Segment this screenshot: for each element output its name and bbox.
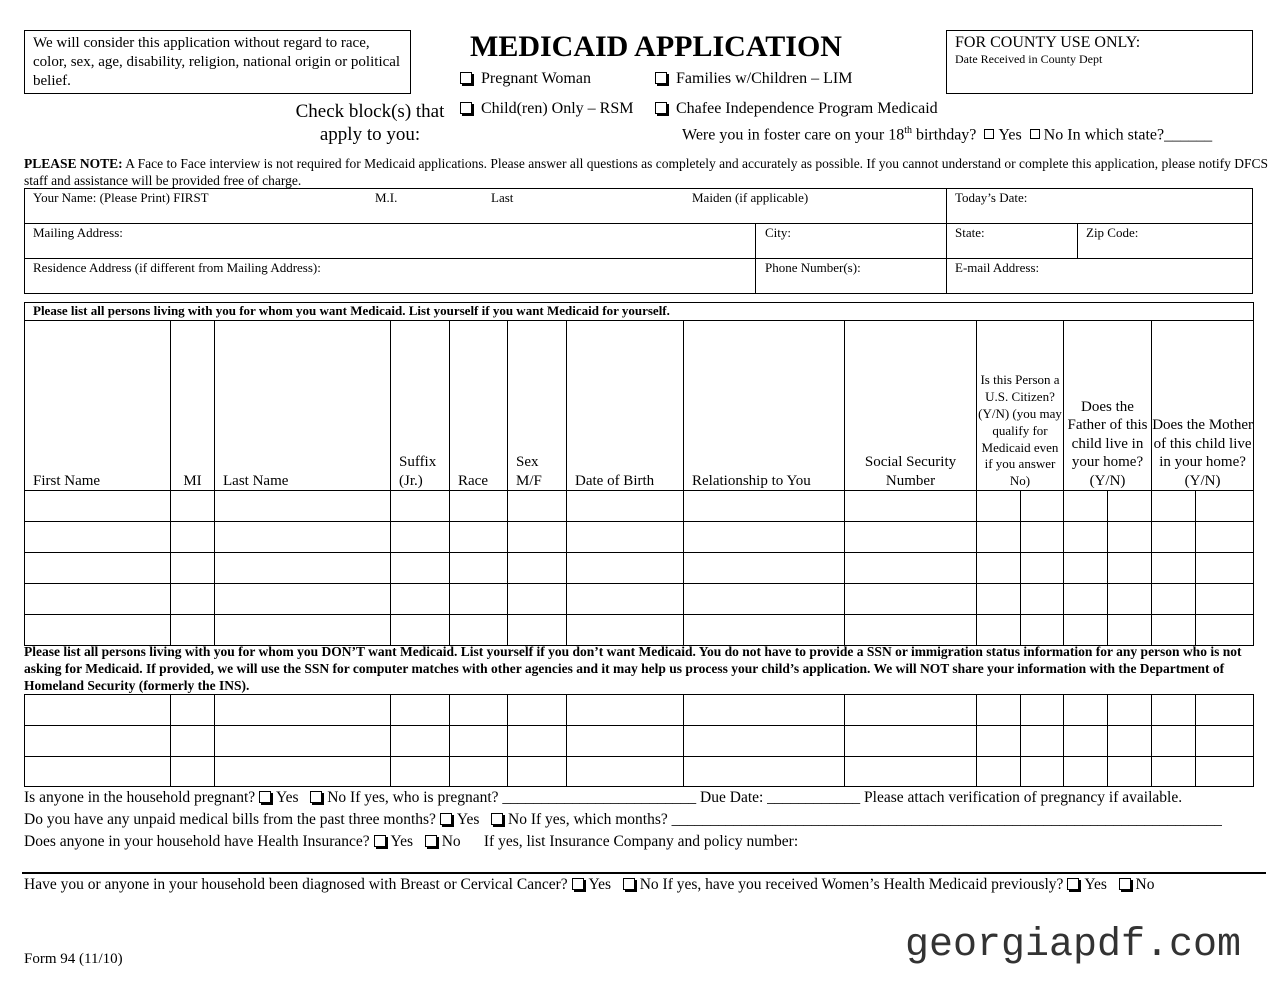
bills-no-label: No: [508, 811, 527, 828]
col-citizen: Is this Person a U.S. Citizen? (Y/N) (you may qualify for Medicaid even if you answer No): [977, 321, 1064, 491]
non-medicaid-row[interactable]: [25, 726, 1254, 757]
pregnant-woman-option[interactable]: [460, 70, 591, 88]
bills-no-checkbox[interactable]: [491, 813, 503, 825]
name-label: Your Name: (Please Print) FIRST: [33, 190, 209, 205]
section-divider: [22, 872, 1266, 874]
zip-label[interactable]: Zip Code:: [1086, 225, 1139, 240]
last-label: Last: [491, 190, 514, 205]
medicaid-row[interactable]: [25, 615, 1254, 646]
non-medicaid-heading: Please list all persons living with you for whom you DON’T want Medicaid. List yourself if you don’t want Medicaid. You do not have to provide a SSN or immigration status information for any person who is not asking for Medicaid. If provided, we will use the SSN for computer matches with other agencies and it may help us process your child’s application. We will NOT share your information with the Department of Homeland Security (formerly the INS).: [24, 644, 1242, 693]
medicaid-row[interactable]: [25, 584, 1254, 615]
col-last-name: Last Name: [215, 321, 391, 491]
pregnancy-yes-checkbox[interactable]: [259, 791, 271, 803]
please-note: [24, 155, 1269, 189]
pregnancy-question: [24, 789, 1182, 807]
col-sex: Sex M/F: [508, 321, 567, 491]
col-relationship: Relationship to You: [684, 321, 845, 491]
insurance-list-label[interactable]: If yes, list Insurance Company and policy number:: [483, 833, 799, 850]
families-lim-label: Families w/Children – LIM: [676, 70, 853, 87]
maiden-label: Maiden (if applicable): [692, 190, 809, 205]
residence-row: [25, 259, 1252, 293]
check-blocks-prompt: [290, 100, 450, 146]
whm-no-label: No: [1135, 876, 1155, 893]
applicant-info-box: [24, 188, 1253, 294]
check-blocks-line1: Check block(s) that: [295, 101, 445, 122]
insurance-question: [24, 833, 798, 851]
state-label: State:: [955, 225, 985, 240]
insurance-yes-checkbox[interactable]: [374, 835, 386, 847]
mailing-field[interactable]: [25, 224, 756, 258]
chafee-label: Chafee Independence Program Medicaid: [676, 100, 938, 117]
bills-yes-checkbox[interactable]: [440, 813, 452, 825]
pregnancy-no-label: No: [327, 789, 347, 806]
mailing-label: Mailing Address:: [33, 225, 123, 240]
cancer-yes-label: Yes: [588, 876, 612, 893]
medicaid-persons-table: [24, 302, 1254, 646]
non-medicaid-persons-table: [24, 694, 1254, 787]
whm-no-checkbox[interactable]: [1119, 878, 1131, 890]
non-medicaid-row[interactable]: [25, 695, 1254, 726]
date-received-label: Date Received in County Dept: [955, 52, 1103, 66]
medicaid-row[interactable]: [25, 553, 1254, 584]
cancer-no-checkbox[interactable]: [623, 878, 635, 890]
medicaid-row[interactable]: [25, 522, 1254, 553]
children-rsm-label: Child(ren) Only – RSM: [481, 100, 634, 117]
chafee-checkbox[interactable]: [655, 102, 667, 114]
col-dob: Date of Birth: [567, 321, 684, 491]
nondiscrimination-text: We will consider this application without regard to race, color, sex, age, disability, religion, national origin or political belief.: [33, 35, 401, 89]
county-use-box: [946, 30, 1253, 94]
medical-bills-question: [24, 811, 1222, 829]
pregnancy-question-text: Is anyone in the household pregnant?: [24, 789, 256, 806]
families-lim-checkbox[interactable]: [655, 72, 667, 84]
whm-yes-checkbox[interactable]: [1067, 878, 1079, 890]
foster-sup: th: [904, 125, 912, 136]
pregnancy-who-field[interactable]: If yes, who is pregnant? _________________________ Due Date: ____________ Please attach verification of pregnancy if available.: [350, 789, 1183, 806]
please-note-label: PLEASE NOTE:: [24, 156, 123, 171]
please-note-text: A Face to Face interview is not required for Medicaid applications. Please answer all questions as completely and accurately as possible. If you cannot understand or complete this application, please notify DFCS staff and assistance will be provided free of charge.: [24, 156, 1268, 188]
cancer-previous-text: If yes, have you received Women’s Health Medicaid previously?: [662, 876, 1064, 893]
residence-label: Residence Address (if different from Mailing Address):: [33, 260, 321, 275]
children-rsm-checkbox[interactable]: [460, 102, 472, 114]
foster-yes-label: Yes: [998, 126, 1022, 144]
col-father: Does the Father of this child live in your home? (Y/N): [1064, 321, 1152, 491]
foster-yes-checkbox[interactable]: [984, 129, 994, 139]
medical-bills-question-text: Do you have any unpaid medical bills from the past three months?: [24, 811, 436, 828]
insurance-question-text: Does anyone in your household have Health Insurance?: [24, 833, 370, 850]
email-label[interactable]: E-mail Address:: [955, 260, 1040, 275]
county-use-heading: FOR COUNTY USE ONLY:: [955, 34, 1141, 51]
col-suffix: Suffix (Jr.): [391, 321, 450, 491]
col-mother: Does the Mother of this child live in your home? (Y/N): [1152, 321, 1254, 491]
foster-no-checkbox[interactable]: [1030, 129, 1040, 139]
col-mi: MI: [171, 321, 215, 491]
pregnant-woman-label: Pregnant Woman: [481, 70, 591, 87]
families-lim-option[interactable]: [655, 70, 852, 88]
children-rsm-option[interactable]: [460, 100, 633, 118]
insurance-no-label: No: [441, 833, 461, 850]
form-number: Form 94 (11/10): [24, 951, 123, 967]
col-ssn: Social Security Number: [845, 321, 977, 491]
foster-no-label: No: [1043, 126, 1064, 144]
pregnancy-no-checkbox[interactable]: [310, 791, 322, 803]
cancer-no-label: No: [639, 876, 659, 893]
page-title: MEDICAID APPLICATION: [470, 30, 842, 63]
mailing-row: [25, 224, 1252, 259]
name-row: [25, 189, 1252, 224]
whm-yes-label: Yes: [1084, 876, 1107, 893]
foster-question-text: Were you in foster care on your 18: [682, 126, 905, 144]
foster-state-field[interactable]: In which state?______: [1067, 126, 1213, 144]
foster-care-question: [682, 125, 1212, 144]
pregnancy-yes-label: Yes: [276, 789, 299, 806]
nondiscrimination-notice: [24, 30, 411, 94]
chafee-option[interactable]: [655, 100, 938, 118]
check-blocks-line2: apply to you:: [319, 124, 421, 145]
todays-date-label[interactable]: Today’s Date:: [955, 190, 1028, 205]
bills-yes-label: Yes: [456, 811, 480, 828]
mi-label: M.I.: [375, 190, 398, 205]
insurance-no-checkbox[interactable]: [425, 835, 437, 847]
col-race: Race: [450, 321, 508, 491]
phone-label: Phone Number(s):: [765, 260, 861, 275]
insurance-yes-label: Yes: [390, 833, 414, 850]
pregnant-woman-checkbox[interactable]: [460, 72, 472, 84]
non-medicaid-row[interactable]: [25, 757, 1254, 787]
city-label: City:: [765, 225, 792, 240]
cancer-question: [24, 876, 1154, 894]
foster-birthday-text: birthday?: [915, 126, 977, 144]
cancer-question-text: Have you or anyone in your household been diagnosed with Breast or Cervical Cancer?: [24, 876, 568, 893]
medicaid-table-heading: Please list all persons living with you for whom you want Medicaid. List yourself if you want Medicaid for yourself.: [25, 303, 1254, 321]
medicaid-row[interactable]: [25, 491, 1254, 522]
bills-months-field[interactable]: If yes, which months? _______________________________________________________________________: [530, 811, 1222, 828]
watermark: georgiapdf.com: [905, 923, 1242, 968]
cancer-yes-checkbox[interactable]: [572, 878, 584, 890]
col-first-name: First Name: [25, 321, 171, 491]
